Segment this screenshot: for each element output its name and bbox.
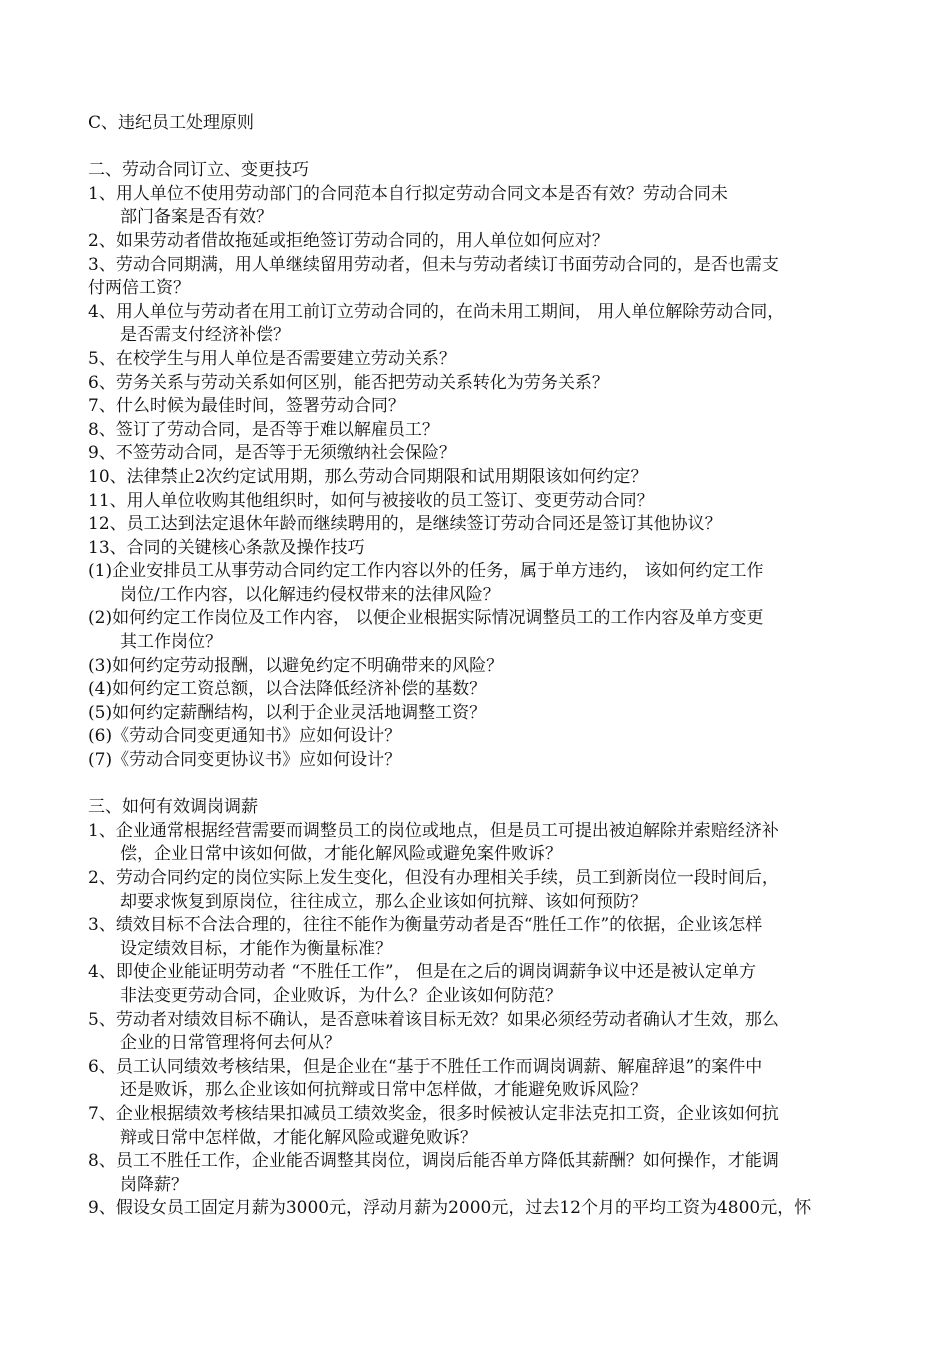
list-item: 7、什么时候为最佳时间，签署劳动合同？: [88, 396, 405, 417]
list-item: 9、不签劳动合同，是否等于无须缴纳社会保险？: [88, 443, 456, 464]
document-page: [88, 112, 888, 1221]
list-item: 1、用人单位不使用劳动部门的合同范本自行拟定劳动合同文本是否有效？劳动合同未: [88, 183, 728, 204]
sub-list-item: (3)如何约定劳动报酬，以避免约定不明确带来的风险？: [88, 655, 504, 676]
list-item: 8、签订了劳动合同，是否等于难以解雇员工？: [88, 419, 439, 440]
list-item-continuation: 辩或日常中怎样做，才能化解风险或避免败诉？: [120, 1127, 477, 1148]
list-item: 5、在校学生与用人单位是否需要建立劳动关系？: [88, 348, 456, 369]
list-item: 4、即使企业能证明劳动者 “不胜任工作”， 但是在之后的调岗调薪争议中还是被认定单方: [88, 962, 757, 983]
blank-line: [88, 136, 888, 160]
sub-list-item: (5)如何约定薪酬结构，以利于企业灵活地调整工资？: [88, 702, 487, 723]
list-item-continuation: 还是败诉，那么企业该如何抗辩或日常中怎样做，才能避免败诉风险？: [120, 1080, 647, 1101]
list-item-continuation: 偿，企业日常中该如何做，才能化解风险或避免案件败诉？: [120, 844, 562, 865]
list-item-continuation: 是否需支付经济补偿？: [120, 325, 290, 346]
list-item: 1、企业通常根据经营需要而调整员工的岗位或地点，但是员工可提出被迫解除并索赔经济补: [88, 820, 779, 841]
list-item-continuation: 企业的日常管理将何去何从？: [120, 1033, 341, 1054]
list-item: 8、员工不胜任工作，企业能否调整其岗位，调岗后能否单方降低其薪酬？如何操作，才能调: [88, 1151, 779, 1172]
blank-line: [88, 773, 888, 797]
list-item-continuation: 设定绩效目标，才能作为衡量标准？: [120, 938, 392, 959]
list-item: 6、劳务关系与劳动关系如何区别，能否把劳动关系转化为劳务关系？: [88, 372, 609, 393]
sub-list-item: (4)如何约定工资总额，以合法降低经济补偿的基数？: [88, 679, 487, 700]
list-item: 13、合同的关键核心条款及操作技巧: [88, 537, 365, 558]
text-line: C、违纪员工处理原则: [88, 113, 255, 133]
list-item: 6、员工认同绩效考核结果，但是企业在“基于不胜任工作而调岗调薪、解雇辞退”的案件中: [88, 1056, 763, 1077]
list-item: 9、假设女员工固定月薪为3000元，浮动月薪为2000元，过去12个月的平均工资为4800元，怀: [88, 1198, 812, 1219]
list-item-continuation: 岗降薪？: [120, 1174, 188, 1195]
section-heading: 二、劳动合同订立、变更技巧: [88, 160, 309, 181]
sub-list-item: (6)《劳动合同变更通知书》应如何设计？: [88, 726, 402, 747]
sub-list-item: (1)企业安排员工从事劳动合同约定工作内容以外的任务，属于单方违约， 该如何约定工作: [88, 561, 764, 582]
section-heading: 三、如何有效调岗调薪: [88, 797, 258, 818]
list-item: 2、如果劳动者借故拖延或拒绝签订劳动合同的，用人单位如何应对？: [88, 230, 609, 251]
list-item: 3、劳动合同期满，用人单继续留用劳动者，但未与劳动者续订书面劳动合同的，是否也需支: [88, 254, 779, 275]
list-item-continuation: 非法变更劳动合同，企业败诉，为什么？企业该如何防范？: [120, 985, 562, 1006]
list-item-continuation: 却要求恢复到原岗位，往往成立，那么企业该如何抗辩、该如何预防？: [120, 891, 647, 912]
list-item-continuation: 部门备案是否有效？: [120, 207, 273, 228]
list-item: 4、用人单位与劳动者在用工前订立劳动合同的，在尚未用工期间， 用人单位解除劳动合同，: [88, 301, 785, 322]
list-item: 10、法律禁止2次约定试用期，那么劳动合同期限和试用期限该如何约定？: [88, 466, 648, 487]
list-item-continuation: 付两倍工资？: [88, 278, 190, 299]
list-item: 5、劳动者对绩效目标不确认，是否意味着该目标无效？如果必须经劳动者确认才生效，那么: [88, 1009, 779, 1030]
sub-list-item-continuation: 岗位/工作内容，以化解违约侵权带来的法律风险？: [120, 584, 500, 605]
sub-list-item: (7)《劳动合同变更协议书》应如何设计？: [88, 750, 402, 771]
sub-list-item: (2)如何约定工作岗位及工作内容， 以便企业根据实际情况调整员工的工作内容及单方变更: [88, 608, 764, 629]
list-item: 7、企业根据绩效考核结果扣减员工绩效奖金，很多时候被认定非法克扣工资，企业该如何抗: [88, 1103, 779, 1124]
sub-list-item-continuation: 其工作岗位？: [120, 632, 222, 653]
list-item: 12、员工达到法定退休年龄而继续聘用的，是继续签订劳动合同还是签订其他协议？: [88, 514, 722, 535]
list-item: 11、用人单位收购其他组织时，如何与被接收的员工签订、变更劳动合同？: [88, 490, 654, 511]
list-item: 2、劳动合同约定的岗位实际上发生变化，但没有办理相关手续，员工到新岗位一段时间后，: [88, 868, 779, 888]
list-item: 3、绩效目标不合法合理的，往往不能作为衡量劳动者是否“胜任工作”的依据，企业该怎样: [88, 915, 763, 936]
